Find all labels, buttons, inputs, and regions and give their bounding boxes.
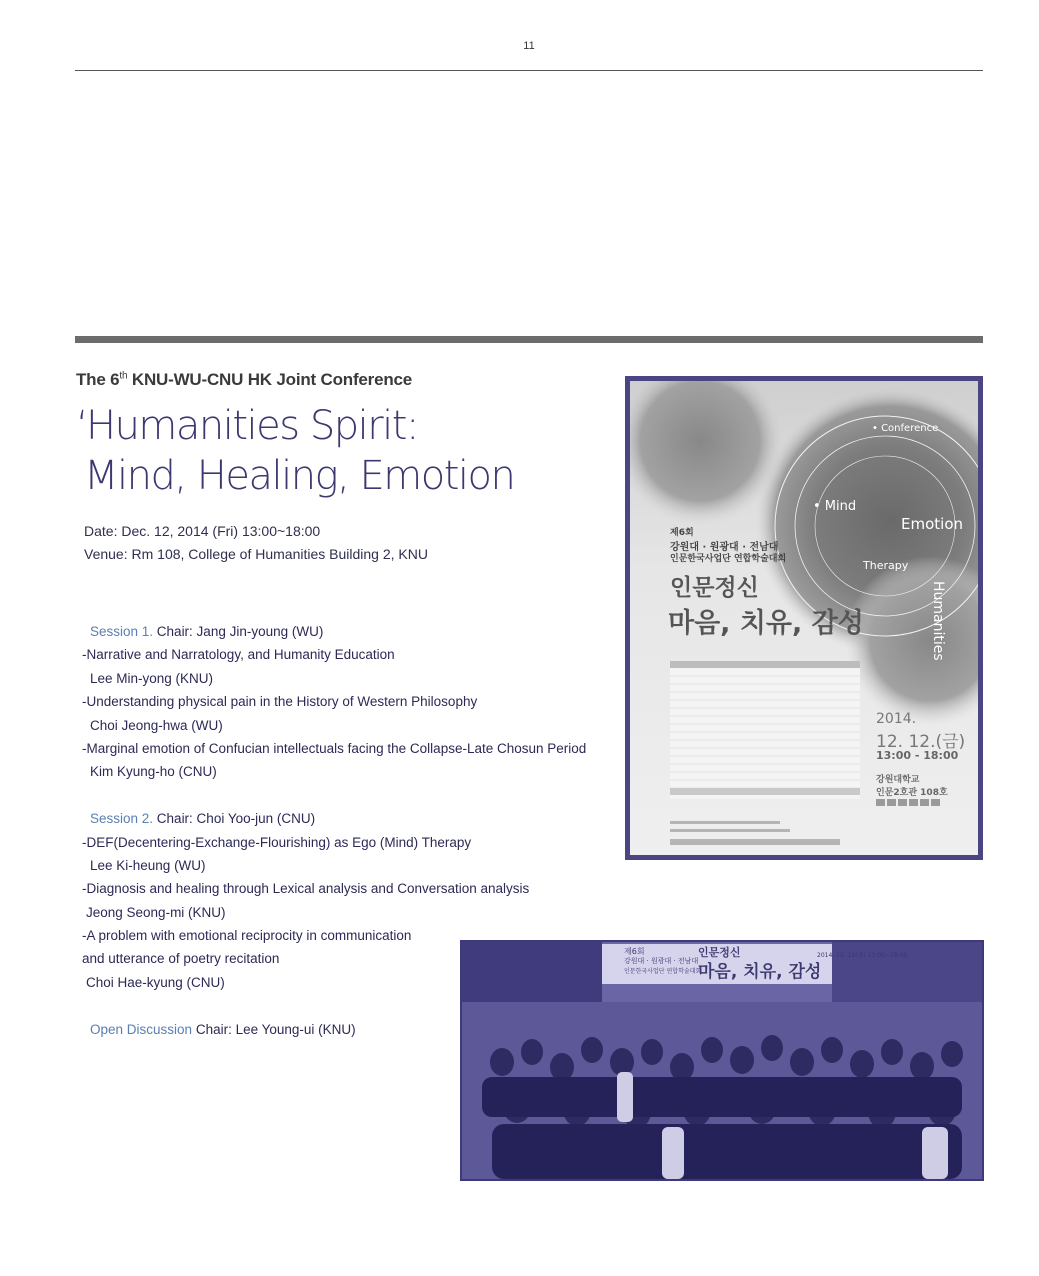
- session-1-label: Session 1.: [90, 624, 154, 639]
- talk-speaker: Kim Kyung-ho (CNU): [90, 764, 217, 780]
- photo-banner-title2: 마음, 치유, 감성: [698, 962, 822, 982]
- conference-ordinal: The 6: [76, 370, 120, 389]
- photo-banner-title1: 인문정신: [698, 946, 741, 959]
- photo-banner-left2: 강원대 · 원광대 · 전남대: [624, 957, 699, 965]
- header-rule: [75, 70, 983, 71]
- title-line-1: ‘Humanities Spirit:: [76, 403, 418, 449]
- poster-date: 12. 12.(금): [876, 732, 966, 752]
- group-photo: [460, 940, 984, 1181]
- poster-therapy-label: Therapy: [863, 559, 909, 572]
- talk-speaker: Choi Hae-kyung (CNU): [86, 974, 225, 990]
- poster-mind-label: • Mind: [813, 499, 857, 514]
- conference-ordinal-suffix: th: [119, 370, 128, 382]
- conference-name-rest: KNU-WU-CNU HK Joint Conference: [127, 370, 413, 389]
- talk-title: -DEF(Decentering-Exchange-Flourishing) as Ego (Mind) Therapy: [82, 834, 472, 850]
- talk-speaker: Jeong Seong-mi (KNU): [86, 904, 226, 920]
- poster-year: 2014.: [876, 711, 917, 727]
- poster-place2: 인문2호관 108호: [876, 788, 948, 798]
- talk-speaker: Lee Ki-heung (WU): [90, 857, 206, 873]
- talk-title: -A problem with emotional reciprocity in communication: [82, 928, 412, 944]
- talk-speaker: Choi Jeong-hwa (WU): [90, 717, 223, 733]
- poster-kr-line1: 제6회: [670, 528, 694, 538]
- open-discussion-chair: Chair: Lee Young-ui (KNU): [192, 1021, 356, 1037]
- talk-title: -Diagnosis and healing through Lexical analysis and Conversation analysis: [82, 881, 530, 897]
- page-number: 11: [523, 40, 535, 52]
- event-date: Date: Dec. 12, 2014 (Fri) 13:00~18:00: [84, 523, 321, 539]
- poster-emotion-label: Emotion: [901, 515, 963, 533]
- session-2-header: [82, 807, 586, 830]
- talk-speaker: Lee Min-yong (KNU): [90, 670, 214, 686]
- talk-title: -Understanding physical pain in the History of Western Philosophy: [82, 694, 478, 710]
- poster-kr-line2: 강원대 · 원광대 · 전남대: [670, 542, 779, 553]
- session-1-header: [82, 620, 586, 643]
- poster-time: 13:00 - 18:00: [876, 749, 959, 762]
- poster-kr-line3: 인문한국사업단 연합학술대회: [670, 554, 787, 564]
- title-line-2: Mind, Healing, Emotion: [84, 453, 515, 499]
- session-1-chair: Chair: Jang Jin-young (WU): [153, 624, 324, 639]
- poster-place1: 강원대학교: [876, 775, 920, 785]
- poster-conference-label: • Conference: [872, 423, 939, 434]
- poster-kr-title2: 마음, 치유, 감성: [668, 608, 864, 639]
- event-venue: Venue: Rm 108, College of Humanities Building 2, KNU: [84, 546, 428, 562]
- talk-title: -Narrative and Narratology, and Humanity Education: [82, 647, 395, 663]
- talk-title: -Marginal emotion of Confucian intellectuals facing the Collapse-Late Chosun Period: [82, 740, 587, 756]
- photo-banner-left3: 인문한국사업단 연합학술대회: [624, 968, 702, 975]
- photo-banner-right: 2014. 12. 12(금) 13:00~18:00: [817, 952, 908, 959]
- poster-humanities-label: Humanities: [930, 581, 946, 661]
- spacer: [82, 784, 586, 807]
- poster-kr-title1: 인문정신: [670, 575, 759, 601]
- session-2-chair: Chair: Choi Yoo-jun (CNU): [153, 811, 316, 827]
- session-2-label: Session 2.: [90, 811, 154, 827]
- conference-poster: [625, 376, 983, 860]
- open-discussion-label: Open Discussion: [90, 1021, 193, 1037]
- conference-name: [76, 370, 412, 390]
- photo-banner-left1: 제6회: [624, 947, 645, 956]
- talk-title-continued: and utterance of poetry recitation: [82, 951, 280, 967]
- section-divider: [75, 336, 983, 343]
